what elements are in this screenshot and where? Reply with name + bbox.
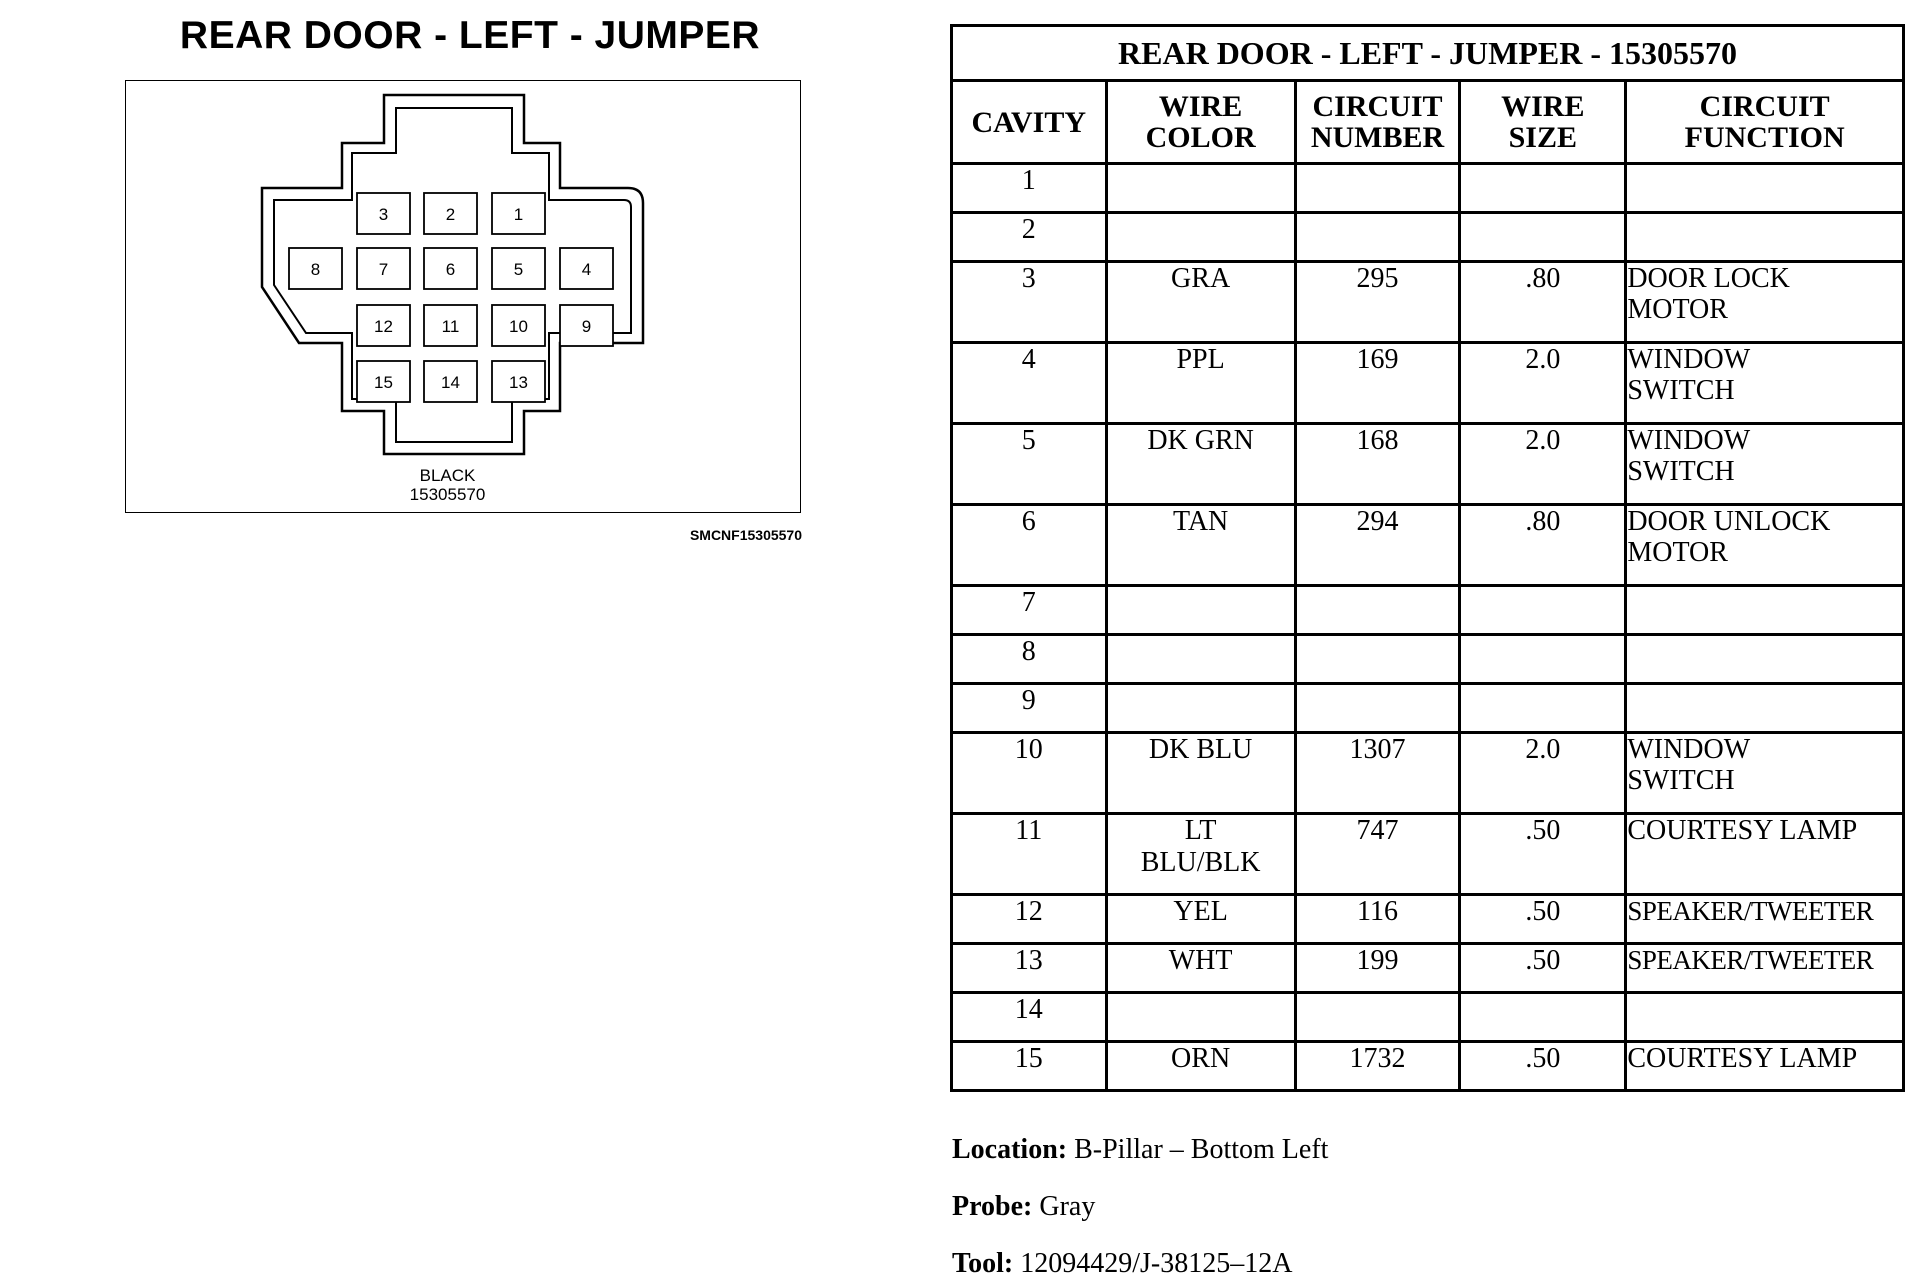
cell-circuit-function: WINDOW SWITCH [1626,424,1904,505]
cell-circuit-number [1295,164,1460,213]
table-row [952,586,1904,635]
cell-circuit-function [1626,993,1904,1042]
table-row [952,505,1904,586]
cell-wire-color: PPL [1106,343,1295,424]
cavity-label: 4 [581,260,592,279]
cell-circuit-function: WINDOW SWITCH [1626,343,1904,424]
cell-circuit-number [1295,993,1460,1042]
table-title: REAR DOOR - LEFT - JUMPER - 15305570 [952,26,1904,81]
table-row [952,424,1904,505]
probe-value: Gray [1039,1191,1096,1222]
table-row [952,895,1904,944]
cavity-label: 14 [441,373,460,392]
cavity-label: 11 [441,317,460,336]
table-row [952,1042,1904,1091]
cell-cavity: 11 [952,814,1107,895]
cell-circuit-function: COURTESY LAMP [1626,1042,1904,1091]
cell-cavity: 7 [952,586,1107,635]
cell-circuit-function: COURTESY LAMP [1626,814,1904,895]
cell-cavity: 4 [952,343,1107,424]
cavity-label: 9 [581,317,592,336]
cell-wire-size: .50 [1460,944,1626,993]
cell-cavity: 14 [952,993,1107,1042]
cell-circuit-number [1295,213,1460,262]
cavity-label: 2 [445,205,456,224]
location-label: Location: [952,1134,1068,1165]
cell-circuit-function [1626,635,1904,684]
location-value: B-Pillar – Bottom Left [1074,1134,1329,1165]
cell-cavity: 12 [952,895,1107,944]
cell-circuit-number [1295,586,1460,635]
cell-cavity: 13 [952,944,1107,993]
cavity-label: 1 [513,205,524,224]
diagram-title: REAR DOOR - LEFT - JUMPER [179,14,761,57]
header-wire-size: WIRE SIZE [1460,81,1626,164]
cell-wire-size: 2.0 [1460,733,1626,814]
connector-diagram [125,80,801,513]
cell-circuit-function: SPEAKER/TWEETER [1626,895,1904,944]
table-row [952,213,1904,262]
cell-circuit-number: 294 [1295,505,1460,586]
cell-cavity: 6 [952,505,1107,586]
connector-label [345,466,550,504]
table-row [952,262,1904,343]
cavity-label: 8 [310,260,321,279]
cell-wire-size [1460,164,1626,213]
cell-cavity: 15 [952,1042,1107,1091]
tool-label: Tool: [952,1248,1014,1279]
cell-wire-size [1460,586,1626,635]
cell-wire-color [1106,684,1295,733]
cell-wire-size: 2.0 [1460,343,1626,424]
cell-cavity: 9 [952,684,1107,733]
cell-wire-size: 2.0 [1460,424,1626,505]
cell-wire-color [1106,213,1295,262]
cell-circuit-number: 168 [1295,424,1460,505]
cell-cavity: 5 [952,424,1107,505]
cell-circuit-number [1295,635,1460,684]
cavity-label: 12 [374,317,393,336]
cell-wire-size: .80 [1460,505,1626,586]
cell-circuit-number [1295,684,1460,733]
cell-wire-color: LT BLU/BLK [1106,814,1295,895]
table-header-row [952,81,1904,164]
table-row [952,684,1904,733]
cavity-label: 13 [509,373,528,392]
cell-wire-size [1460,993,1626,1042]
cavity-label: 3 [378,205,389,224]
header-circuit-number: CIRCUIT NUMBER [1295,81,1460,164]
cell-circuit-function: WINDOW SWITCH [1626,733,1904,814]
cavity-label: 10 [509,317,528,336]
cell-wire-color: DK GRN [1106,424,1295,505]
header-wire-color: WIRE COLOR [1106,81,1295,164]
cell-wire-color: GRA [1106,262,1295,343]
cell-circuit-function: DOOR UNLOCK MOTOR [1626,505,1904,586]
header-circuit-function: CIRCUIT FUNCTION [1626,81,1904,164]
connector-drawing [126,81,802,514]
cell-wire-size: .80 [1460,262,1626,343]
cell-wire-color: TAN [1106,505,1295,586]
cell-wire-color: YEL [1106,895,1295,944]
cell-circuit-function [1626,213,1904,262]
cell-wire-size: .50 [1460,895,1626,944]
cell-cavity: 1 [952,164,1107,213]
cell-circuit-function [1626,586,1904,635]
cell-wire-color: ORN [1106,1042,1295,1091]
cavity-label: 15 [374,373,393,392]
probe-label: Probe: [952,1191,1033,1222]
connector-part-number: 15305570 [409,485,486,504]
cell-cavity: 2 [952,213,1107,262]
table-body [952,164,1904,1091]
table-row [952,343,1904,424]
cell-circuit-number: 1307 [1295,733,1460,814]
cell-cavity: 8 [952,635,1107,684]
cavity-label: 7 [378,260,389,279]
table-row [952,733,1904,814]
cell-circuit-number: 747 [1295,814,1460,895]
header-cavity: CAVITY [952,81,1107,164]
cell-circuit-number: 295 [1295,262,1460,343]
cell-circuit-number: 199 [1295,944,1460,993]
pin-table-wrap [950,24,1905,1092]
cell-wire-color: WHT [1106,944,1295,993]
cell-wire-color [1106,635,1295,684]
table-row [952,164,1904,213]
cell-cavity: 3 [952,262,1107,343]
cell-wire-size [1460,684,1626,733]
tool-line [952,1248,1292,1280]
cell-cavity: 10 [952,733,1107,814]
connector-color: BLACK [419,466,476,485]
cell-wire-size: .50 [1460,1042,1626,1091]
cell-wire-size: .50 [1460,814,1626,895]
cell-wire-color [1106,586,1295,635]
cell-circuit-number: 1732 [1295,1042,1460,1091]
pin-table [950,24,1905,1092]
cell-wire-size [1460,213,1626,262]
cell-circuit-number: 169 [1295,343,1460,424]
cavity-label: 6 [445,260,456,279]
table-row [952,944,1904,993]
cell-wire-color [1106,993,1295,1042]
cell-circuit-function [1626,684,1904,733]
cell-wire-color: DK BLU [1106,733,1295,814]
cell-circuit-function [1626,164,1904,213]
table-row [952,635,1904,684]
cell-circuit-number: 116 [1295,895,1460,944]
cell-wire-color [1106,164,1295,213]
cavity-label: 5 [513,260,524,279]
probe-line [952,1191,1095,1223]
tool-value: 12094429/J-38125–12A [1020,1248,1293,1279]
location-line [952,1134,1328,1166]
cell-wire-size [1460,635,1626,684]
diagram-code: SMCNF15305570 [689,527,802,543]
cell-circuit-function: SPEAKER/TWEETER [1626,944,1904,993]
cell-circuit-function: DOOR LOCK MOTOR [1626,262,1904,343]
table-row [952,814,1904,895]
table-row [952,993,1904,1042]
